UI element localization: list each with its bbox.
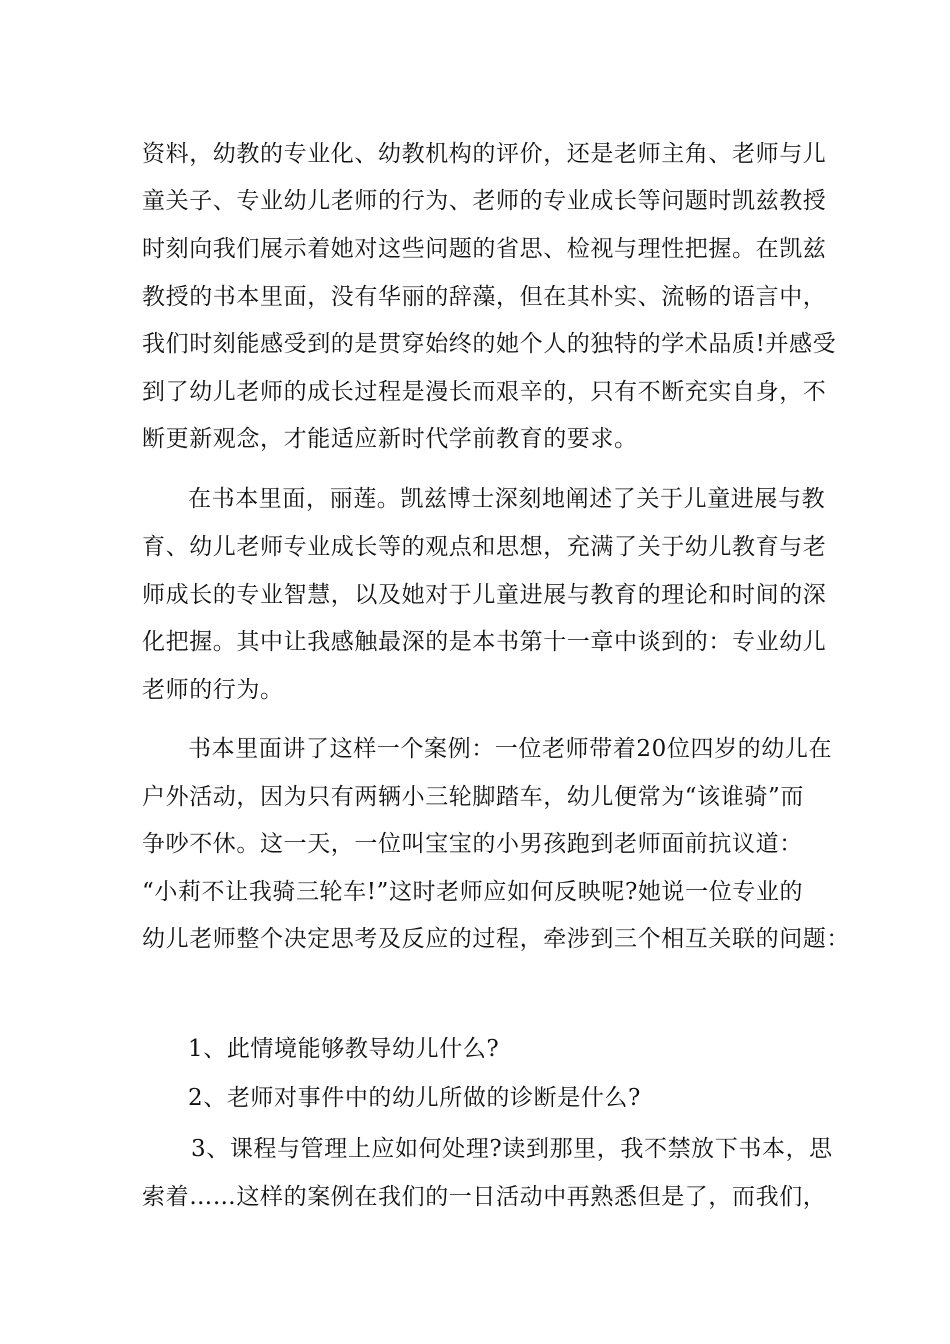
text-line: 户外活动，因为只有两辆小三轮脚踏车，幼儿便常为“该谁骑”而 [142, 784, 804, 810]
text-line: 老师的行为。 [142, 677, 284, 703]
text-line: “小莉不让我骑三轮车!”这时老师应如何反映呢?她说一位专业的 [142, 879, 804, 905]
text-line: 幼儿老师整个决定思考及反应的过程，牵涉到三个相互关联的问题： [142, 926, 850, 952]
text-line: 育、幼儿老师专业成长等的观点和思想，充满了关于幼儿教育与老 [142, 534, 827, 560]
text-line: 书本里面讲了这样一个案例：一位老师带着20位四岁的幼儿在 [188, 736, 833, 762]
list-item: 1、此情境能够教导幼儿什么? [188, 1036, 500, 1062]
text-line: 化把握。其中让我感触最深的是本书第十一章中谈到的：专业幼儿 [142, 629, 827, 655]
text-line: 资料，幼教的专业化、幼教机构的评价，还是老师主角、老师与儿 [142, 141, 827, 167]
text-line: 师成长的专业智慧，以及她对于儿童进展与教育的理论和时间的深 [142, 582, 827, 608]
text-line: 时刻向我们展示着她对这些问题的省思、检视与理性把握。在凯兹 [142, 236, 827, 262]
text-line: 索着……这样的案例在我们的一日活动中再熟悉但是了，而我们， [142, 1184, 827, 1210]
text-line: 争吵不休。这一天，一位叫宝宝的小男孩跑到老师面前抗议道： [142, 831, 803, 857]
text-line: 童关子、专业幼儿老师的行为、老师的专业成长等问题时凯兹教授 [142, 188, 827, 214]
text-line: 在书本里面，丽莲。凯兹博士深刻地阐述了关于儿童进展与教 [188, 486, 826, 512]
text-line: 教授的书本里面，没有华丽的辞藻，但在其朴实、流畅的语言中， [142, 284, 827, 310]
text-line: 断更新观念，才能适应新时代学前教育的要求。 [142, 426, 638, 452]
text-line: 我们时刻能感受到的是贯穿始终的她个人的独特的学术品质!并感受 [142, 331, 837, 357]
list-item: 2、老师对事件中的幼儿所做的诊断是什么? [188, 1085, 641, 1111]
text-line: 到了幼儿老师的成长过程是漫长而艰辛的，只有不断充实自身，不 [142, 379, 827, 405]
list-item: 3、课程与管理上应如何处理?读到那里，我不禁放下书本，思 [191, 1136, 833, 1162]
